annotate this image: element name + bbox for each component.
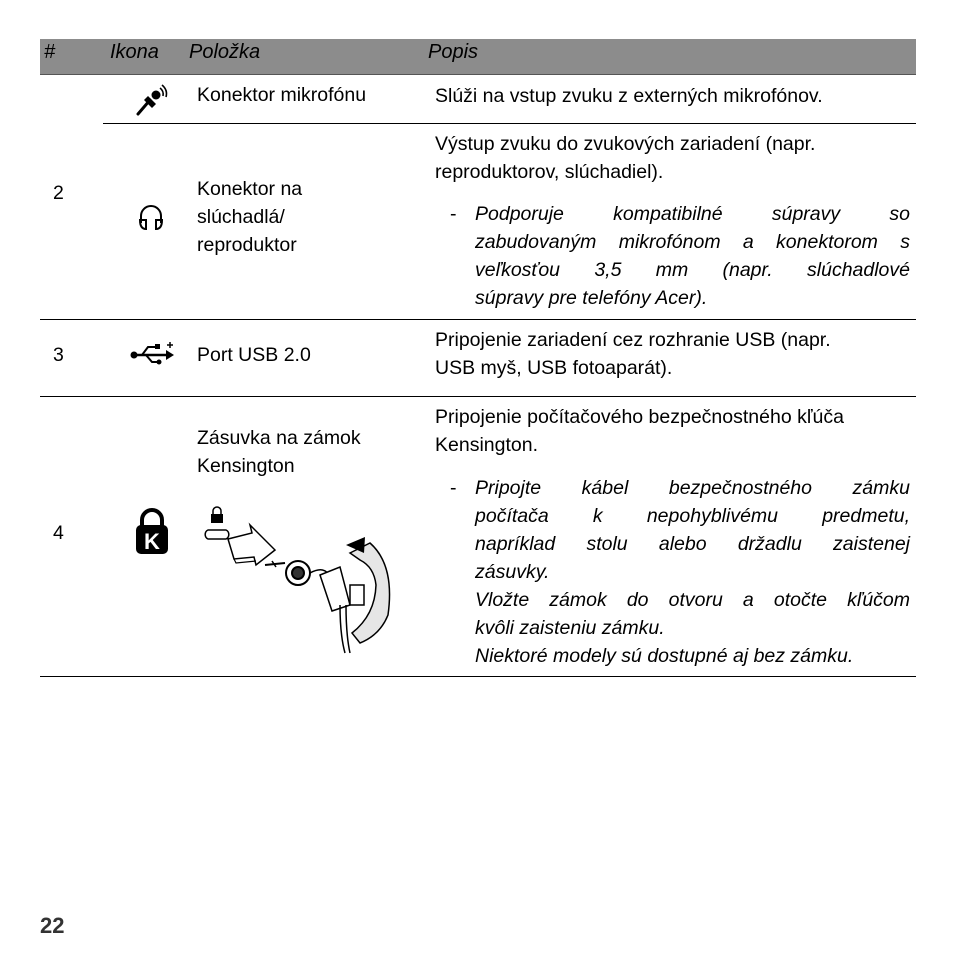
usb-icon <box>130 342 176 371</box>
item-usb: Port USB 2.0 <box>197 344 311 366</box>
row-divider <box>40 319 916 320</box>
headphones-icon <box>137 203 165 238</box>
bullet-kensington: Pripojte kábel bezpečnostného zámku počítača k nepohyblivému predmetu, napríklad stolu alebo držadlu zaistenej zásuvky. Vložte zámok do otvoru a otočte kľúčom kvôli zaisteniu zámku. Niektoré modely sú dostupné aj bez zámku. <box>475 477 910 667</box>
table-header <box>40 39 916 75</box>
item-mic: Konektor mikrofónu <box>197 84 367 106</box>
kensington-lock-icon <box>133 508 171 561</box>
bullet-dash: - <box>450 203 457 225</box>
row-num-3: 3 <box>53 344 64 366</box>
page-number: 22 <box>40 913 65 938</box>
lock-illustration <box>200 505 400 660</box>
header-icon: Ikona <box>110 41 159 63</box>
lock-letter: K <box>144 529 160 554</box>
row-num-4: 4 <box>53 522 64 544</box>
row-divider <box>40 676 916 677</box>
row-divider <box>103 123 916 124</box>
item-kensington: Zásuvka na zámok Kensington <box>197 427 361 477</box>
bullet-dash: - <box>450 477 457 499</box>
item-headphones: Konektor na slúchadlá/ reproduktor <box>197 178 303 256</box>
row-num-2: 2 <box>53 182 64 204</box>
header-item: Položka <box>189 41 261 63</box>
header-num: # <box>44 41 56 63</box>
desc-kensington: Pripojenie počítačového bezpečnostného kľúča Kensington. <box>435 406 844 456</box>
row-divider <box>40 396 916 397</box>
desc-headphones: Výstup zvuku do zvukových zariadení (napr. reproduktorov, slúchadiel). <box>435 133 816 183</box>
desc-mic: Slúži na vstup zvuku z externých mikrofónov. <box>435 85 823 107</box>
header-desc: Popis <box>428 41 479 63</box>
bullet-headphones: Podporuje kompatibilné súpravy so zabudovaným mikrofónom a konektorom s veľkosťou 3,5 mm (napr. slúchadlové súpravy pre telefóny Acer). <box>475 203 910 309</box>
desc-usb: Pripojenie zariadení cez rozhranie USB (napr. USB myš, USB fotoaparát). <box>435 329 831 379</box>
microphone-icon <box>134 82 170 123</box>
